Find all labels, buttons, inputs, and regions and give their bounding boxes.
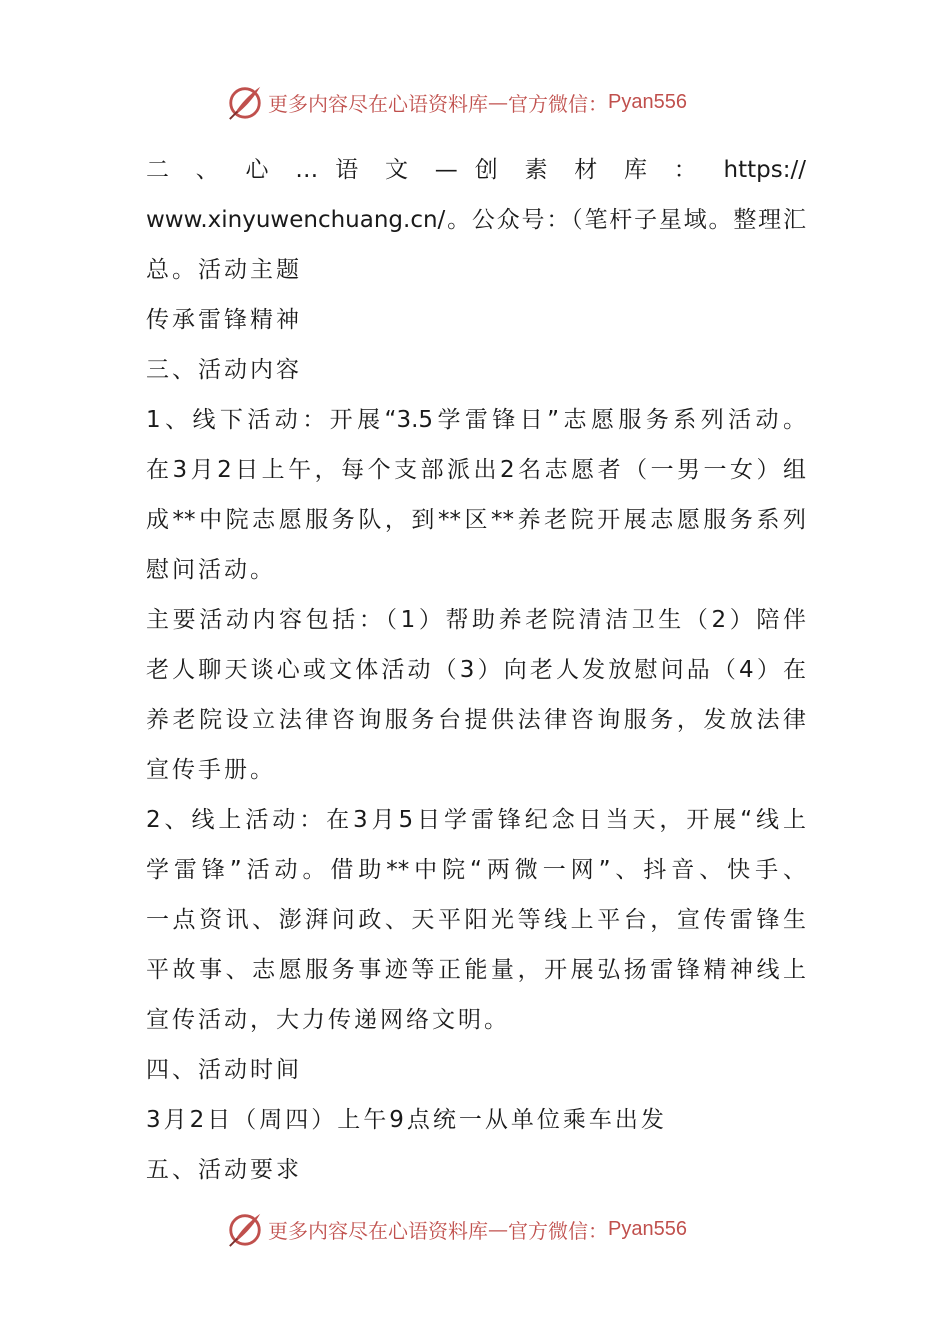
body-line: 平故事、志愿服务事迹等正能量，开展弘扬雷锋精神线上 bbox=[146, 957, 806, 983]
body-line: 成**中院志愿服务队，到**区**养老院开展志愿服务系列 bbox=[146, 507, 806, 533]
body-line: 慰问活动。 bbox=[146, 557, 276, 583]
body-line: 学雷锋”活动。借助**中院“两微一网”、抖音、快手、 bbox=[146, 857, 806, 883]
body-line: 2、线上活动：在3月5日学雷锋纪念日当天，开展“线上 bbox=[146, 807, 806, 833]
header-banner bbox=[226, 82, 687, 122]
section-heading: 四、活动时间 bbox=[146, 1057, 302, 1083]
header-banner-wechat-id: Pyan556 bbox=[608, 90, 687, 113]
section-heading: 三、活动内容 bbox=[146, 357, 302, 383]
body-line: 3月2日（周四）上午9点统一从单位乘车出发 bbox=[146, 1107, 667, 1133]
body-line: 宣传手册。 bbox=[146, 757, 276, 783]
body-line: 养老院设立法律咨询服务台提供法律咨询服务，发放法律 bbox=[146, 707, 806, 733]
section-heading: 五、活动要求 bbox=[146, 1157, 302, 1183]
footer-banner-dash: — bbox=[488, 1217, 508, 1241]
body-line: 老人聊天谈心或文体活动（3）向老人发放慰问品（4）在 bbox=[146, 657, 806, 683]
body-line: 一点资讯、澎湃问政、天平阳光等线上平台，宣传雷锋生 bbox=[146, 907, 806, 933]
footer-banner bbox=[226, 1209, 687, 1249]
body-line: 主要活动内容包括：（1）帮助养老院清洁卫生（2）陪伴 bbox=[146, 607, 806, 633]
body-line: www.xinyuwenchuang.cn/。公众号：（笔杆子星域。整理汇 bbox=[146, 207, 806, 233]
section-title: 传承雷锋精神 bbox=[146, 307, 302, 333]
footer-banner-text: 更多内容尽在心语资料库 bbox=[268, 1218, 488, 1243]
body-line: 1、线下活动：开展“3.5学雷锋日”志愿服务系列活动。 bbox=[146, 407, 806, 433]
header-banner-text: 更多内容尽在心语资料库 bbox=[268, 91, 488, 116]
body-line: 在3月2日上午，每个支部派出2名志愿者（一男一女）组 bbox=[146, 457, 806, 483]
header-banner-dash: — bbox=[488, 90, 508, 114]
header-banner-official-label: 官方微信： bbox=[508, 91, 608, 116]
body-line: 二 、 心 … 语 文 — 创 素 材 库 ： https:// bbox=[146, 157, 806, 183]
quill-pen-circle-icon bbox=[226, 83, 264, 121]
footer-banner-wechat-id: Pyan556 bbox=[608, 1217, 687, 1240]
body-line: 总。活动主题 bbox=[146, 257, 302, 283]
footer-banner-official-label: 官方微信： bbox=[508, 1218, 608, 1243]
body-line: 宣传活动，大力传递网络文明。 bbox=[146, 1007, 510, 1033]
document-body bbox=[146, 145, 806, 1195]
quill-pen-circle-icon bbox=[226, 1210, 264, 1248]
